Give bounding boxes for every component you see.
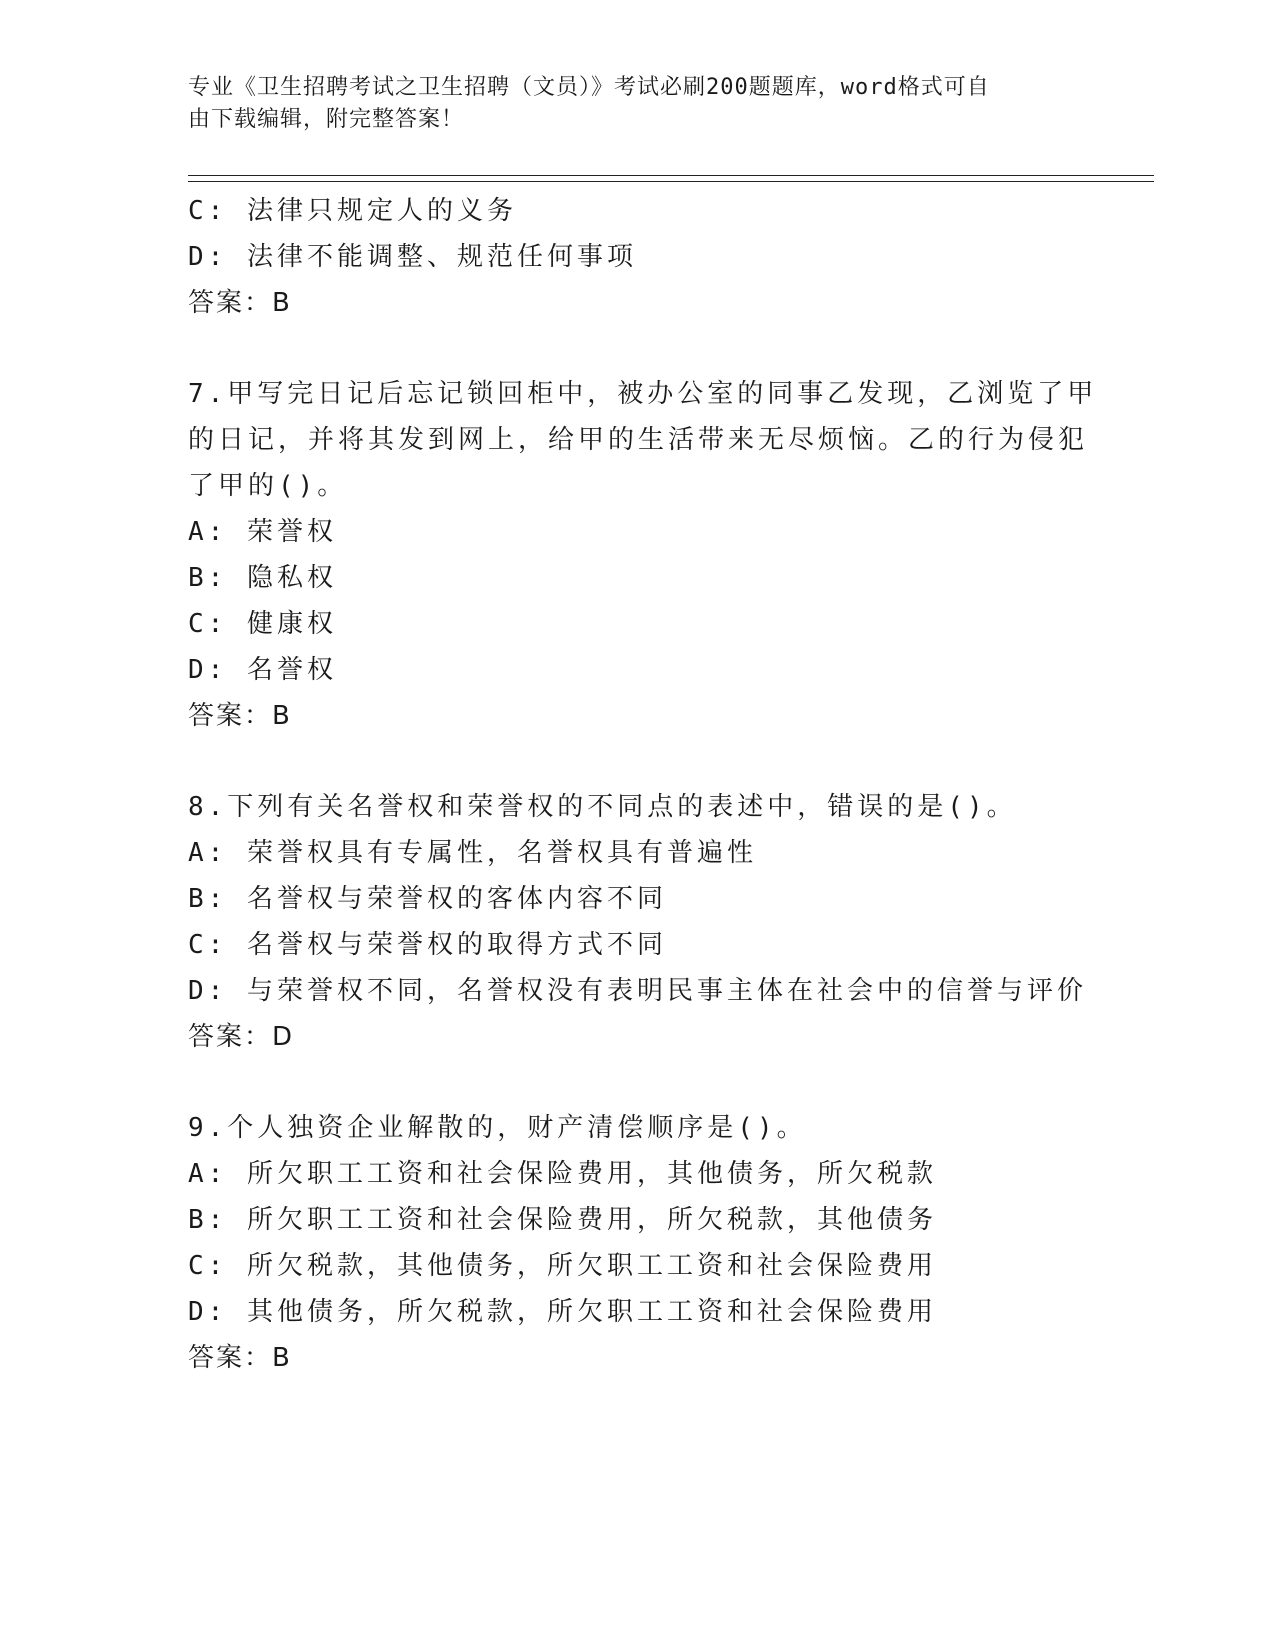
spacer (188, 739, 1088, 784)
option-b: B: 隐私权 (188, 563, 337, 593)
document-header (188, 72, 1068, 136)
option-a: A: 所欠职工工资和社会保险费用，其他债务，所欠税款 (188, 1159, 937, 1189)
question-block-7 (188, 371, 1098, 739)
spacer (188, 326, 1088, 371)
answer-line: 答案：B (188, 1343, 292, 1373)
option-d: D: 与荣誉权不同，名誉权没有表明民事主体在社会中的信誉与评价 (188, 976, 1087, 1006)
option-d: D: 法律不能调整、规范任何事项 (188, 242, 637, 272)
question-stem-line-3: 了甲的()。 (188, 471, 348, 501)
option-c: C: 健康权 (188, 609, 337, 639)
option-c: C: 法律只规定人的义务 (188, 196, 517, 226)
question-stem-line-1: 7.甲写完日记后忘记锁回柜中，被办公室的同事乙发现，乙浏览了甲 (188, 379, 1098, 409)
option-d: D: 名誉权 (188, 655, 337, 685)
answer-line: 答案：B (188, 288, 292, 318)
option-c: C: 名誉权与荣誉权的取得方式不同 (188, 930, 667, 960)
answer-line: 答案：B (188, 701, 292, 731)
question-stem-line-1: 9.个人独资企业解散的，财产清偿顺序是()。 (188, 1113, 807, 1143)
spacer (188, 1060, 1088, 1105)
option-a: A: 荣誉权具有专属性，名誉权具有普遍性 (188, 838, 757, 868)
header-line-1: 专业《卫生招聘考试之卫生招聘（文员）》考试必刷200题题库，word格式可自 (188, 75, 990, 100)
question-list (188, 188, 1098, 1381)
question-stem-line-2: 的日记，并将其发到网上，给甲的生活带来无尽烦恼。乙的行为侵犯 (188, 425, 1089, 455)
option-a: A: 荣誉权 (188, 517, 337, 547)
option-b: B: 所欠职工工资和社会保险费用，所欠税款，其他债务 (188, 1205, 937, 1235)
option-c: C: 所欠税款，其他债务，所欠职工工资和社会保险费用 (188, 1251, 937, 1281)
answer-line: 答案：D (188, 1022, 295, 1052)
option-d: D: 其他债务，所欠税款，所欠职工工资和社会保险费用 (188, 1297, 937, 1327)
header-divider-bottom (188, 181, 1154, 182)
header-divider-top (188, 175, 1154, 176)
question-stem-line-1: 8.下列有关名誉权和荣誉权的不同点的表述中，错误的是()。 (188, 792, 1017, 822)
question-block-previous (188, 188, 1088, 326)
header-line-2: 由下载编辑，附完整答案！ (188, 107, 465, 132)
option-b: B: 名誉权与荣誉权的客体内容不同 (188, 884, 667, 914)
question-block-9 (188, 1105, 1088, 1381)
question-block-8 (188, 784, 1088, 1060)
